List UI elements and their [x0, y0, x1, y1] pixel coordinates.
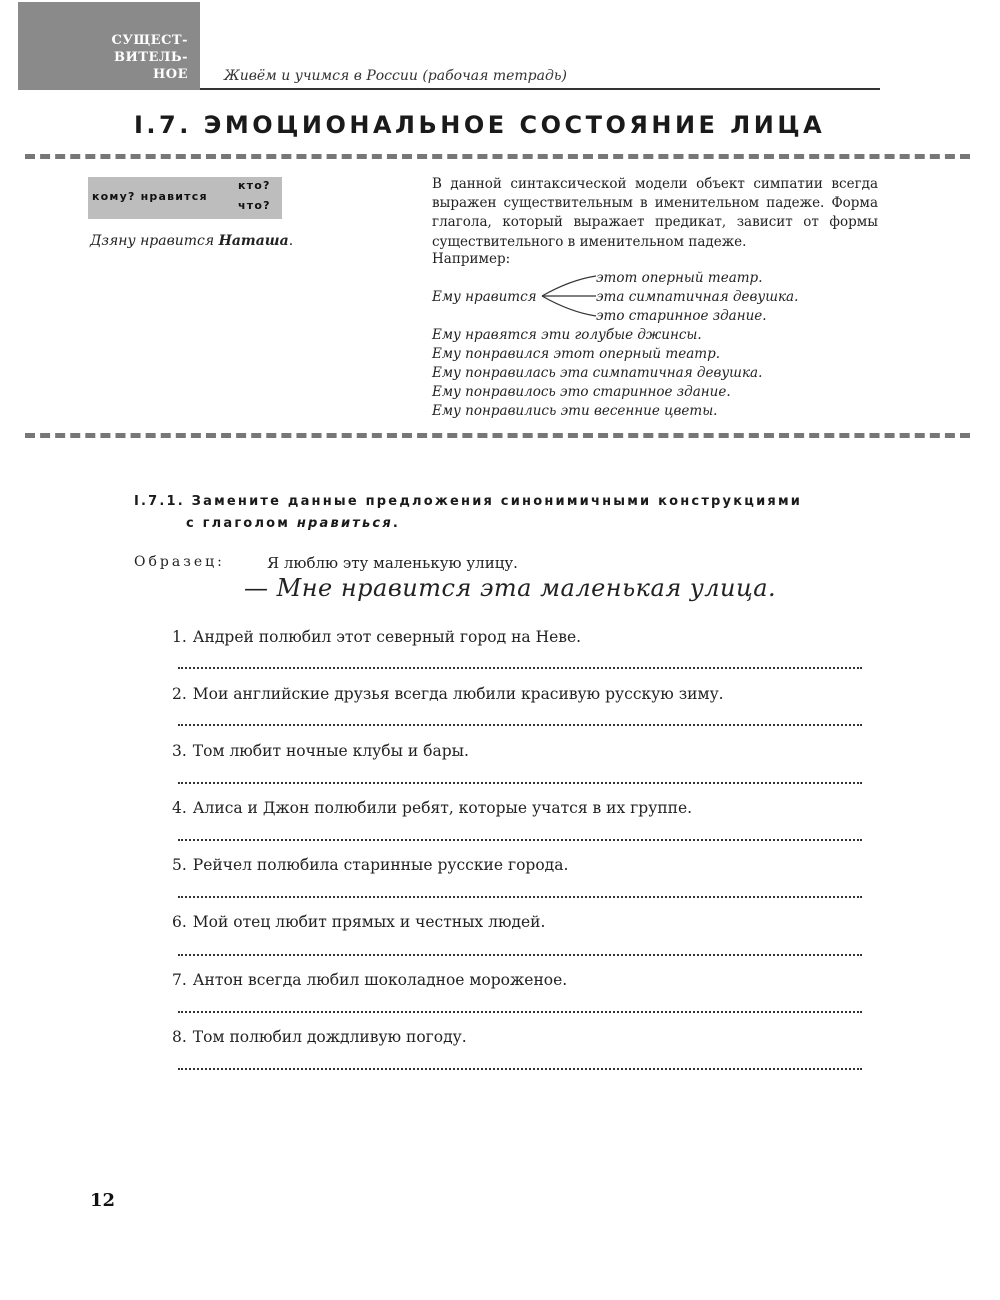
- exercise-title-line2: с глаголом нравиться.: [186, 516, 401, 531]
- answer-line[interactable]: [178, 724, 862, 726]
- section-tab-label: СУЩЕСТ- ВИТЕЛЬ- НОЕ: [111, 33, 188, 82]
- sample-answer: — Мне нравится эта маленькая улица.: [244, 574, 777, 602]
- model-example: Дзяну нравится Наташа.: [90, 233, 294, 249]
- exercise-item: 6. Мой отец любит прямых и честных людей.: [172, 913, 546, 931]
- dashed-divider-bottom: [25, 433, 970, 438]
- sample-text: Я люблю эту маленькую улицу.: [267, 554, 518, 572]
- example-line: Ему понравились эти весенние цветы.: [432, 403, 718, 419]
- model-box: [88, 177, 282, 219]
- exercise-item: 8. Том полюбил дождливую погоду.: [172, 1028, 467, 1046]
- exercise-title: I.7.1. Замените данные предложения синонимичными конструкциями: [134, 494, 803, 509]
- explanation-paragraph: В данной синтаксической модели объект симпатии всегда выражен существительным в именительном падеже. Форма глагола, который выражает предикат, зависит от формы существительного в именительном падеже.: [432, 176, 878, 250]
- for-example-label: Например:: [432, 251, 511, 267]
- branch-3: это старинное здание.: [596, 308, 767, 324]
- sample-label: Образец:: [134, 554, 225, 570]
- answer-line[interactable]: [178, 782, 862, 784]
- example-line: Ему понравился этот оперный театр.: [432, 346, 720, 362]
- answer-line[interactable]: [178, 1068, 862, 1070]
- exercise-item: 7. Антон всегда любил шоколадное мороженое.: [172, 971, 568, 989]
- branch-2: эта симпатичная девушка.: [596, 289, 799, 305]
- branch-1: этот оперный театр.: [596, 270, 763, 286]
- model-question-what: что?: [238, 199, 271, 212]
- example-line: Ему понравилось это старинное здание.: [432, 384, 731, 400]
- answer-line[interactable]: [178, 896, 862, 898]
- branch-lines: [540, 272, 600, 320]
- book-title: Живём и учимся в России (рабочая тетрадь): [224, 68, 567, 84]
- section-tab: [18, 2, 200, 90]
- section-title: I.7. ЭМОЦИОНАЛЬНОЕ СОСТОЯНИЕ ЛИЦА: [134, 111, 826, 139]
- exercise-item: 5. Рейчел полюбила старинные русские города.: [172, 856, 569, 874]
- answer-line[interactable]: [178, 667, 862, 669]
- branch-root: Ему нравится: [432, 289, 537, 305]
- answer-line[interactable]: [178, 1011, 862, 1013]
- model-question-who: кто?: [238, 179, 271, 192]
- model-main: кому? нравится: [92, 190, 208, 203]
- example-line: Ему нравятся эти голубые джинсы.: [432, 327, 702, 343]
- exercise-item: 4. Алиса и Джон полюбили ребят, которые учатся в их группе.: [172, 799, 693, 817]
- example-line: Ему понравилась эта симпатичная девушка.: [432, 365, 763, 381]
- answer-line[interactable]: [178, 954, 862, 956]
- page-number: 12: [90, 1190, 116, 1211]
- dashed-divider-top: [25, 154, 970, 159]
- exercise-item: 2. Мои английские друзья всегда любили красивую русскую зиму.: [172, 685, 724, 703]
- exercise-item: 1. Андрей полюбил этот северный город на Неве.: [172, 628, 582, 646]
- exercise-item: 3. Том любит ночные клубы и бары.: [172, 742, 469, 760]
- header-rule: [200, 88, 880, 90]
- answer-line[interactable]: [178, 839, 862, 841]
